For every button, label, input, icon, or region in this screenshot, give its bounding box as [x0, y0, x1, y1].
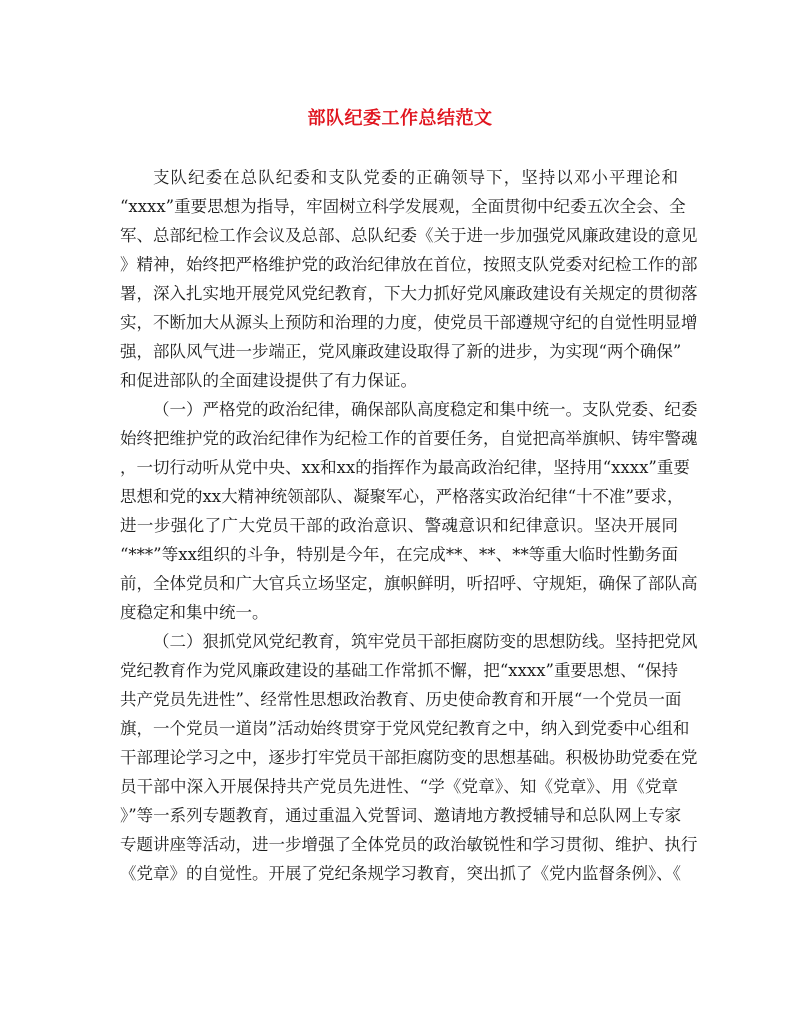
text-line: 思想和党的xx大精神统领部队、凝聚军心，严格落实政治纪律“十不准”要求，: [120, 487, 684, 506]
text-line: 和促进部队的全面建设提供了有力保证。: [120, 371, 417, 390]
text-line: 度稳定和集中统一。: [120, 603, 269, 622]
text-line: 前，全体党员和广大官兵立场坚定，旗帜鲜明，听招呼、守规矩，确保了部队高: [120, 574, 698, 593]
document-title: 部队纪委工作总结范文: [307, 108, 493, 129]
text-line: 党纪教育作为党风廉政建设的基础工作常抓不懈，把“xxxx”重要思想、“保持: [120, 661, 678, 680]
text-line: 《党章》的自觉性。开展了党纪条规学习教育，突出抓了《党内监督条例》、《: [120, 864, 681, 883]
text-line: 共产党员先进性”、经常性思想政治教育、历史使命教育和开展“一个党员一面: [120, 690, 682, 709]
text-line: 署，深入扎实地开展党风党纪教育，下大力抓好党风廉政建设有关规定的贯彻落: [120, 284, 698, 303]
text-line: 进一步强化了广大党员干部的政治意识、警魂意识和纪律意识。坚决开展同: [120, 516, 678, 535]
text-line: “***”等xx组织的斗争，特别是今年，在完成**、**、**等重大临时性勤务面: [120, 545, 678, 564]
text-line: 强，部队风气进一步端正，党风廉政建设取得了新的进步，为实现“两个确保”: [120, 342, 682, 361]
paragraph-intro: [120, 163, 698, 395]
paragraph-section-2: [120, 627, 698, 888]
text-line: 干部理论学习之中，逐步打牢党员干部拒腐防变的思想基础。积极协助党委在党: [120, 748, 698, 767]
text-line: 》”等一系列专题教育，通过重温入党誓词、邀请地方教授辅导和总队网上专家: [120, 806, 682, 825]
text-line: 员干部中深入开展保持共产党员先进性、“学《党章》、知《党章》、用《党章: [120, 777, 678, 796]
text-line: 旗，一个党员一道岗”活动始终贯穿于党风党纪教育之中，纳入到党委中心组和: [120, 719, 690, 738]
text-line: 军、总部纪检工作会议及总部、总队纪委《关于进一步加强党风廉政建设的意见: [120, 226, 698, 245]
document-body: [120, 163, 698, 888]
text-line: “xxxx”重要思想为指导，牢固树立科学发展观，全面贯彻中纪委五次全会、全: [120, 197, 686, 216]
text-line: （二）狠抓党风党纪教育，筑牢党员干部拒腐防变的思想防线。坚持把党风: [153, 632, 698, 651]
text-line: ，一切行动听从党中央、xx和xx的指挥作为最高政治纪律，坚持用“xxxx”重要: [120, 458, 690, 477]
text-line: 支队纪委在总队纪委和支队党委的正确领导下，坚持以邓小平理论和: [153, 168, 678, 187]
paragraph-section-1: [120, 395, 698, 627]
text-line: 始终把维护党的政治纪律作为纪检工作的首要任务，自觉把高举旗帜、铸牢警魂: [120, 429, 698, 448]
text-line: 实，不断加大从源头上预防和治理的力度，使党员干部遵规守纪的自觉性明显增: [120, 313, 698, 332]
text-line: 》精神，始终把严格维护党的政治纪律放在首位，按照支队党委对纪检工作的部: [120, 255, 698, 274]
text-line: 专题讲座等活动，进一步增强了全体党员的政治敏锐性和学习贯彻、维护、执行: [120, 835, 698, 854]
text-line: （一）严格党的政治纪律，确保部队高度稳定和集中统一。支队党委、纪委: [153, 400, 698, 419]
